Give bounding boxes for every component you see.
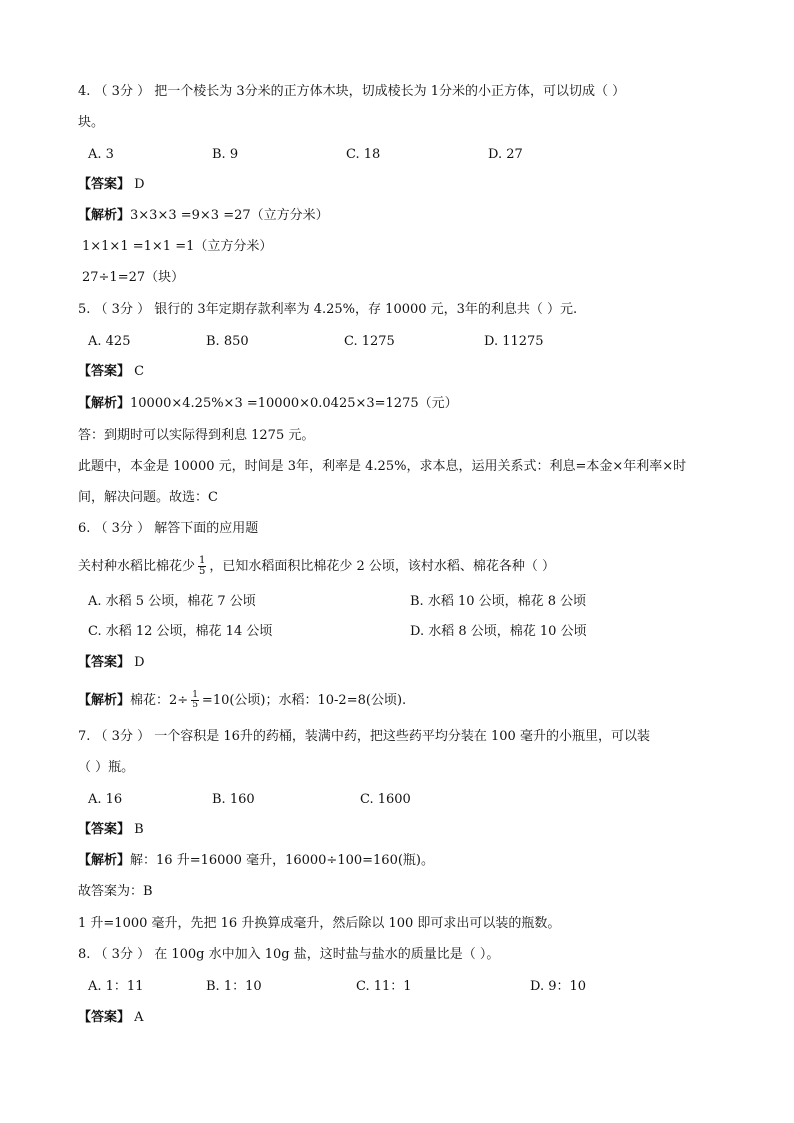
analysis-label: 【解析】: [78, 396, 131, 411]
q6-option-d: D. 水稻 8 公顷，棉花 10 公顷: [410, 624, 587, 639]
q5-analysis-line4: 间，解决问题。故选：C: [78, 490, 218, 505]
q6-option-c: C. 水稻 12 公顷，棉花 14 公顷: [88, 624, 273, 639]
q6-stem-line2: [78, 556, 555, 577]
q7-analysis-line1: [78, 853, 434, 869]
answer-value: A: [134, 1010, 144, 1025]
q4-analysis-line2: 1×1×1 =1×1 =1（立方分米）: [82, 239, 273, 254]
q8-option-b: B. 1：10: [206, 979, 262, 994]
q4-stem-line1: 4. （ 3分 ） 把一个棱长为 3分米的正方体木块，切成棱长为 1分米的小正方体，可以切成（ ）: [78, 84, 626, 99]
q5-option-a: A. 425: [88, 334, 131, 349]
q6-analysis: [78, 691, 406, 710]
q4-analysis-line3: 27÷1=27（块）: [82, 270, 185, 285]
answer-label: 【答案】: [78, 1010, 131, 1025]
q7-option-c: C. 1600: [360, 792, 411, 807]
q5-stem: 5. （ 3分 ） 银行的 3年定期存款利率为 4.25%，存 10000 元，3年的利息共（ ）元.: [78, 302, 578, 317]
answer-value: B: [134, 822, 144, 837]
analysis-text: 3×3×3 =9×3 =27（立方分米）: [130, 208, 329, 223]
q4-option-a: A. 3: [88, 147, 114, 162]
fraction: [198, 556, 206, 577]
q6-option-b: B. 水稻 10 公顷，棉花 8 公顷: [410, 594, 587, 609]
analysis-text: 10000×4.25%×3 =10000×0.0425×3=1275（元）: [130, 396, 458, 411]
fraction-numerator: 1: [192, 690, 198, 700]
answer-label: 【答案】: [78, 364, 131, 379]
answer-value: C: [134, 364, 145, 379]
q5-analysis-line2: 答：到期时可以实际得到利息 1275 元。: [78, 428, 315, 443]
answer-value: D: [134, 655, 145, 670]
analysis-text-a: 棉花：2÷: [130, 693, 189, 708]
q4-stem-line2: 块。: [78, 115, 105, 130]
q5-answer: [78, 364, 144, 380]
fraction: [191, 691, 199, 710]
analysis-text-b: =10(公顷)；水稻：10-2=8(公顷).: [201, 693, 407, 708]
answer-label: 【答案】: [78, 822, 131, 837]
q6-stem-text-b: ，已知水稻面积比棉花少 2 公顷，该村水稻、棉花各种（ ）: [209, 559, 556, 574]
fraction-denominator: 5: [199, 566, 206, 577]
q6-option-a: A. 水稻 5 公顷，棉花 7 公顷: [88, 594, 256, 609]
q7-answer: [78, 822, 144, 838]
q7-option-a: A. 16: [88, 792, 123, 807]
q7-stem-line1: 7. （ 3分 ） 一个容积是 16升的药桶，装满中药，把这些药平均分装在 100 毫升的小瓶里，可以装: [78, 729, 650, 744]
q5-analysis-line3: 此题中，本金是 10000 元，时间是 3年，利率是 4.25%，求本息，运用关系式：利息=本金×年利率×时: [78, 459, 687, 474]
q8-option-a: A. 1：11: [88, 979, 144, 994]
analysis-label: 【解析】: [78, 853, 131, 868]
analysis-label: 【解析】: [78, 208, 131, 223]
q5-option-d: D. 11275: [484, 334, 544, 349]
q7-analysis-line2: 故答案为：B: [78, 884, 153, 899]
q8-answer: [78, 1010, 144, 1026]
q6-answer: [78, 655, 145, 671]
q8-stem: 8. （ 3分 ） 在 100g 水中加入 10g 盐，这时盐与盐水的质量比是（ ）。: [78, 947, 500, 962]
fraction-numerator: 1: [199, 555, 206, 566]
q7-stem-line2: （ ）瓶。: [78, 760, 135, 775]
q4-analysis-line1: [78, 208, 329, 224]
answer-label: 【答案】: [78, 655, 131, 670]
answer-label: 【答案】: [78, 177, 131, 192]
q6-stem-line1: 6. （ 3分 ） 解答下面的应用题: [78, 521, 259, 536]
q6-stem-text-a: 关村种水稻比棉花少: [78, 559, 196, 574]
q5-analysis-line1: [78, 396, 458, 412]
q7-analysis-line3: 1 升=1000 毫升，先把 16 升换算成毫升，然后除以 100 即可求出可以装的瓶数。: [78, 916, 561, 931]
q8-option-c: C. 11：1: [356, 979, 412, 994]
q7-option-b: B. 160: [212, 792, 255, 807]
analysis-label: 【解析】: [78, 693, 131, 708]
analysis-text: 解：16 升=16000 毫升，16000÷100=160(瓶)。: [130, 853, 434, 868]
q4-option-c: C. 18: [346, 147, 381, 162]
q4-option-b: B. 9: [212, 147, 239, 162]
answer-value: D: [134, 177, 145, 192]
q4-option-d: D. 27: [488, 147, 523, 162]
q8-option-d: D. 9：10: [530, 979, 587, 994]
q5-option-b: B. 850: [206, 334, 249, 349]
q4-answer: [78, 177, 145, 193]
q5-option-c: C. 1275: [344, 334, 395, 349]
fraction-denominator: 5: [192, 700, 198, 710]
